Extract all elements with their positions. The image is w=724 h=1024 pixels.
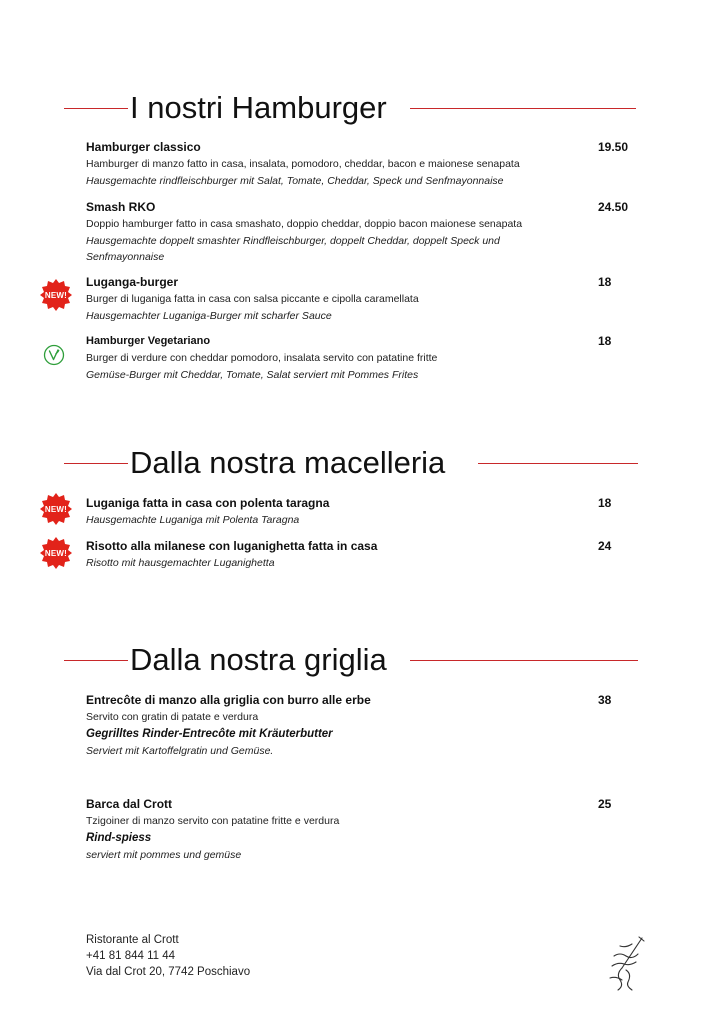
item-description-de: Gemüse-Burger mit Cheddar, Tomate, Salat serviert mit Pommes Frites <box>86 368 419 381</box>
vegetarian-icon <box>43 344 65 366</box>
title-rule-left <box>64 463 128 464</box>
phone-number: +41 81 844 11 44 <box>86 950 175 962</box>
section-heading: Dalla nostra macelleria <box>130 441 447 485</box>
item-name: Smash RKO <box>86 200 156 214</box>
section-title-macelleria <box>64 441 638 485</box>
title-rule-right <box>410 108 636 109</box>
title-rule-left <box>64 108 128 109</box>
item-price: 19.50 <box>598 140 629 154</box>
item-description-de: serviert mit pommes und gemüse <box>86 848 242 861</box>
item-price: 24 <box>598 539 612 553</box>
new-badge-icon <box>40 537 72 569</box>
item-name: Hamburger classico <box>86 140 201 154</box>
item-price: 18 <box>598 334 612 348</box>
item-price: 24.50 <box>598 200 629 214</box>
menu-item <box>86 199 638 266</box>
section-title-hamburger <box>64 86 638 130</box>
item-title-de: Gegrilltes Rinder-Entrecôte mit Kräuterbutter <box>86 727 333 740</box>
item-price: 18 <box>598 496 612 510</box>
item-title-de: Rind-spiess <box>86 831 152 844</box>
item-price: 18 <box>598 275 612 289</box>
restaurant-name: Ristorante al Crott <box>86 934 179 946</box>
item-description-de: Hausgemachte doppelt smashter Rindfleischburger, doppelt Cheddar, doppelt Speck und Senfmayonnaise <box>86 234 500 263</box>
item-description-de: Serviert mit Kartoffelgratin und Gemüse. <box>86 744 274 757</box>
section-heading: Dalla nostra griglia <box>130 638 389 682</box>
section-title-griglia <box>64 638 638 682</box>
item-price: 25 <box>598 797 612 811</box>
item-description-it: Doppio hamburger fatto in casa smashato, doppio cheddar, doppio bacon maionese senapata <box>86 218 523 230</box>
menu-item <box>86 139 638 189</box>
menu-item <box>86 796 638 863</box>
title-rule-left <box>64 660 128 661</box>
address: Via dal Crot 20, 7742 Poschiavo <box>86 966 251 978</box>
item-name: Barca dal Crott <box>86 797 173 811</box>
menu-item <box>86 692 638 759</box>
item-description-it: Burger di verdure con cheddar pomodoro, insalata servito con patatine fritte <box>86 352 438 364</box>
item-description-it: Burger di luganiga fatta in casa con salsa piccante e cipolla caramellata <box>86 293 419 305</box>
footer-contact <box>86 932 250 980</box>
menu-item <box>86 495 638 529</box>
new-badge-label: NEW! <box>44 504 68 514</box>
item-name: Luganiga fatta in casa con polenta taragna <box>86 496 330 510</box>
item-description-de: Hausgemachte Luganiga mit Polenta Taragna <box>86 514 300 526</box>
new-badge-label: NEW! <box>44 548 68 558</box>
title-rule-right <box>478 463 638 464</box>
item-name: Hamburger Vegetariano <box>86 335 211 347</box>
item-description-it: Hamburger di manzo fatto in casa, insalata, pomodoro, cheddar, bacon e maionese senapata <box>86 158 520 170</box>
title-rule-right <box>410 660 638 661</box>
restaurant-logo-icon <box>602 934 652 994</box>
item-name: Luganga-burger <box>86 275 178 289</box>
new-badge-icon <box>40 493 72 525</box>
item-description-it: Tzigoiner di manzo servito con patatine fritte e verdura <box>86 815 340 827</box>
menu-item <box>86 538 638 572</box>
new-badge-icon <box>40 279 72 311</box>
item-price: 38 <box>598 693 612 707</box>
new-badge-label: NEW! <box>44 290 68 300</box>
item-name: Entrecôte di manzo alla griglia con burro alle erbe <box>86 693 371 707</box>
item-name: Risotto alla milanese con luganighetta fatta in casa <box>86 539 378 553</box>
item-description-de: Hausgemachter Luganiga-Burger mit scharfer Sauce <box>86 309 332 322</box>
item-description-de: Risotto mit hausgemachter Luganighetta <box>86 557 275 569</box>
item-description-it: Servito con gratin di patate e verdura <box>86 711 259 723</box>
menu-item <box>86 274 638 324</box>
section-heading: I nostri Hamburger <box>130 86 389 130</box>
menu-item <box>86 333 638 383</box>
item-description-de: Hausgemachte rindfleischburger mit Salat, Tomate, Cheddar, Speck und Senfmayonnaise <box>86 174 504 187</box>
